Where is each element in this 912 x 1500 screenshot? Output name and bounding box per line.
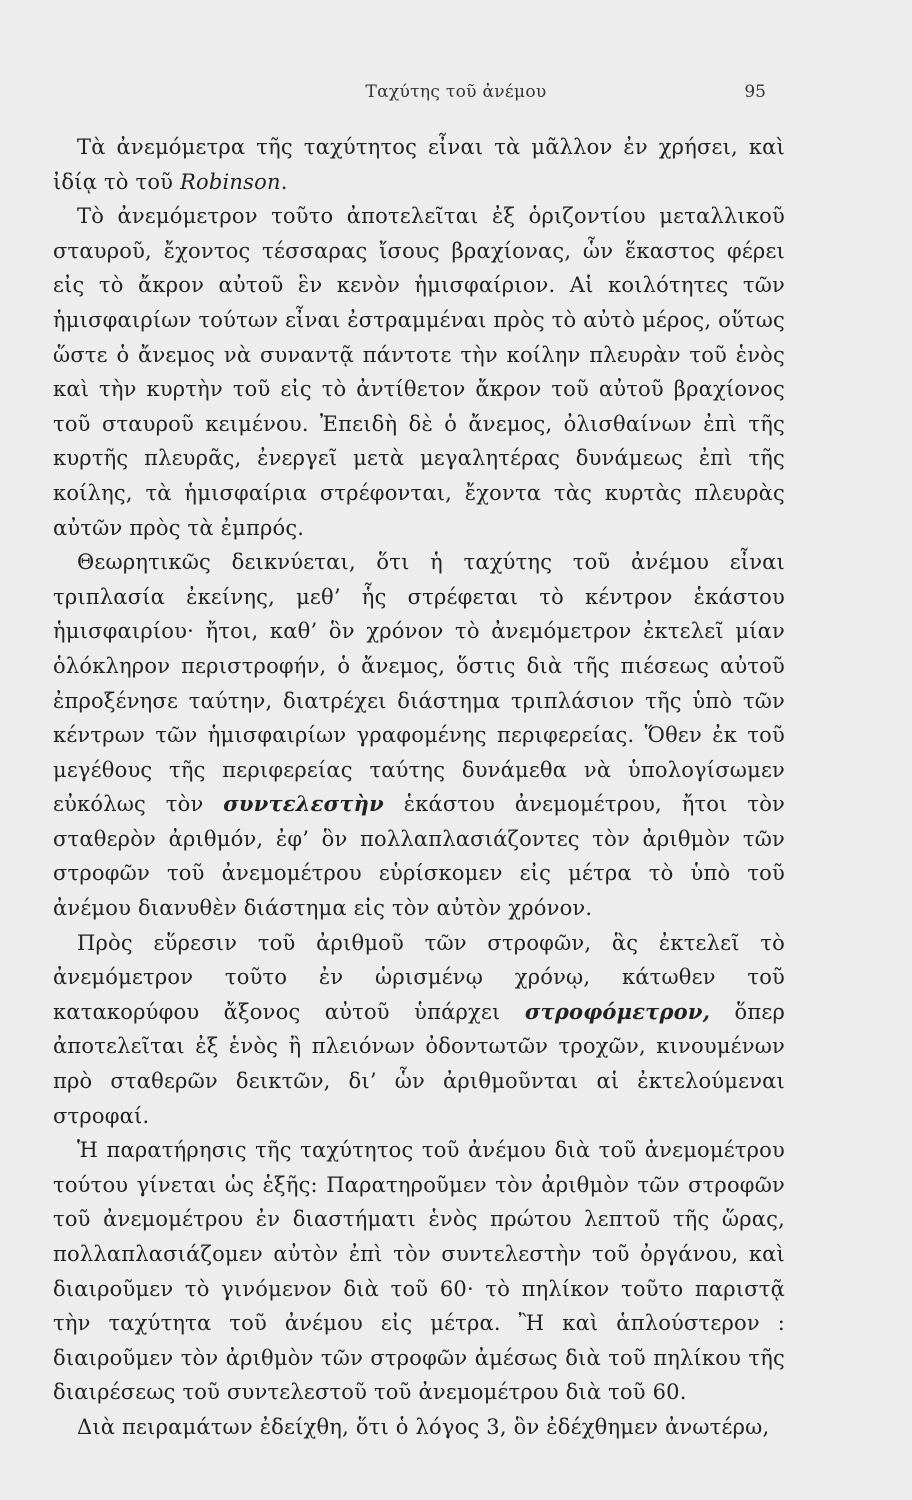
robinson-name: Robinson [180,169,281,194]
paragraph-text: Διὰ πειραμάτων ἐδείχθη, ὅτι ὁ λόγος 3, ὃν ἐδέχθημεν ἀνωτέρω, [77,1414,770,1439]
paragraph-text: ὅπερ ἀποτελεῖται ἐξ ἑνὸς ἢ πλειόνων ὀδοντωτῶν τροχῶν, κινουμένων πρὸ σταθερῶν δεικτῶν, δι’ ὧν ἀριθμοῦνται αἱ ἐκτελούμεναι στροφαί. [53,999,785,1128]
term-revolution-counter: στροφόμετρον, [524,998,711,1024]
paragraph-text: Θεωρητικῶς δεικνύεται, ὅτι ἡ ταχύτης τοῦ ἀνέμου εἶναι τριπλασία ἐκείνης, μεθ’ ἧς στρέφεται τὸ κέντρον ἑκάστου ἡμισφαιρίου· ἤτοι, καθ’ ὃν χρόνον τὸ ἀνεμόμετρον ἐκτελεῖ μίαν ὁλόκληρον περιστροφήν, ὁ ἄνεμος, ὅστις διὰ τῆς πιέσεως αὐτοῦ ἐπροξένησε ταύτην, διατρέχει διάστημα τριπλάσιον τῆς ὑπὸ τῶν κέντρων τῶν ἡμισφαιρίων γραφομένης περιφερείας. Ὅθεν ἐκ τοῦ μεγέθους τῆς περιφερείας ταύτης δυνάμεθα νὰ ὑπολογίσωμεν εὐκόλως τὸν [53,550,785,817]
running-head [0,82,912,106]
body-text [53,130,785,1445]
paragraph-3 [53,545,785,926]
paragraph-5 [53,1133,785,1410]
paragraph-text: Ἡ παρατήρησις τῆς ταχύτητος τοῦ ἀνέμου διὰ τοῦ ἀνεμομέτρου τούτου γίνεται ὡς ἑξῆς: Παρατηροῦμεν τὸν ἀριθμὸν τῶν στροφῶν τοῦ ἀνεμομέτρου ἐν διαστήματι ἑνὸς πρώτου λεπτοῦ τῆς ὥρας, πολλαπλασιάζομεν αὐτὸν ἐπὶ τὸν συντελεστὴν τοῦ ὀργάνου, καὶ διαιροῦμεν τὸ γινόμενον διὰ τοῦ 60· τὸ πηλίκον τοῦτο παριστᾷ τὴν ταχύτητα τοῦ ἀνέμου εἰς μέτρα. Ἢ καὶ ἁπλούστερον : διαιροῦμεν τὸν ἀριθμὸν τῶν στροφῶν ἀμέσως διὰ τοῦ πηλίκου τῆς διαιρέσεως τοῦ συντελεστοῦ τοῦ ἀνεμομέτρου διὰ τοῦ 60. [53,1138,785,1405]
running-title: Ταχύτης τοῦ ἀνέμου [365,82,547,102]
paragraph-4 [53,926,785,1134]
paragraph-text: Τὸ ἀνεμόμετρον τοῦτο ἀποτελεῖται ἐξ ὁριζοντίου μεταλλικοῦ σταυροῦ, ἔχοντος τέσσαρας ἴσους βραχίονας, ὧν ἕκαστος φέρει εἰς τὸ ἄκρον αὐτοῦ ἓν κενὸν ἡμισφαίριον. Αἱ κοιλότητες τῶν ἡμισφαιρίων τούτων εἶναι ἐστραμμέναι πρὸς τὸ αὐτὸ μέρος, οὕτως ὥστε ὁ ἄνεμος νὰ συναντᾷ πάντοτε τὴν κοίλην πλευρὰν τοῦ ἑνὸς καὶ τὴν κυρτὴν τοῦ εἰς τὸ ἀντίθετον ἄκρον τοῦ αὐτοῦ βραχίονος τοῦ σταυροῦ κειμένου. Ἐπειδὴ δὲ ὁ ἄνεμος, ὀλισθαίνων ἐπὶ τῆς κυρτῆς πλευρᾶς, ἐνεργεῖ μετὰ μεγαλητέρας δυνάμεως ἐπὶ τῆς κοίλης, τὰ ἡμισφαίρια στρέφονται, ἔχοντα τὰς κυρτὰς πλευρὰς αὐτῶν πρὸς τὰ ἐμπρός. [53,204,786,540]
paragraph-text: ἑκάστου ἀνεμομέτρου, ἤτοι τὸν σταθερὸν ἀριθμόν, ἐφ’ ὃν πολλαπλασιάζοντες τὸν ἀριθμὸν τῶν στροφῶν τοῦ ἀνεμομέτρου εὑρίσκομεν εἰς μέτρα τὸ ὑπὸ τοῦ ἀνέμου διανυθὲν διάστημα εἰς τὸν αὐτὸν χρόνον. [53,792,786,921]
paragraph-2 [53,199,785,545]
page-number: 95 [744,82,766,102]
paragraph-1 [53,130,785,199]
paragraph-text: Πρὸς εὕρεσιν τοῦ ἀριθμοῦ τῶν στροφῶν, ἃς ἐκτελεῖ τὸ ἀνεμόμετρον τοῦτο ἐν ὡρισμένῳ χρόνῳ, κάτωθεν τοῦ κατακορύφου ἄξονος αὐτοῦ ὑπάρχει [53,930,785,1024]
paragraph-text: Τὰ ἀνεμόμετρα τῆς ταχύτητος εἶναι τὰ μᾶλλον ἐν χρήσει, καὶ ἰδίᾳ τὸ τοῦ [53,135,785,194]
term-coefficient: συντελεστὴν [223,791,384,817]
paragraph-text: . [280,169,288,194]
paragraph-6 [53,1410,785,1445]
